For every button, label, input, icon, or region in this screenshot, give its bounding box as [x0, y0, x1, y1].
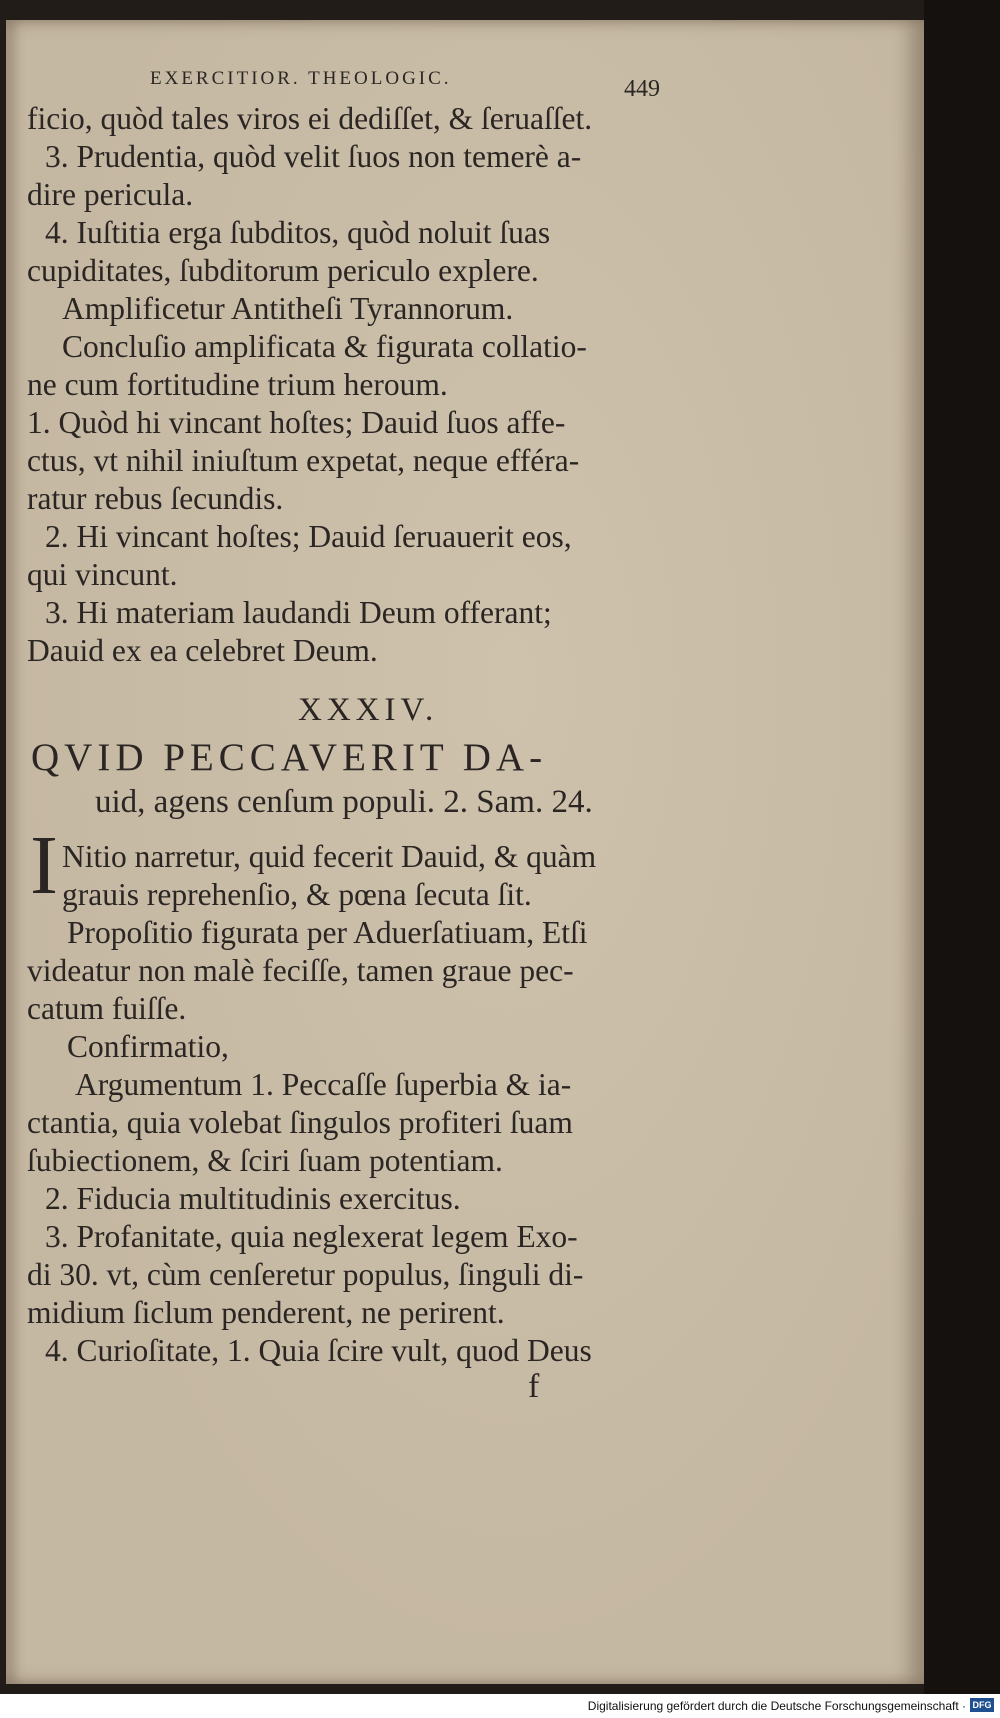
text-line: Nitio narretur, quid fecerit Dauid, & quàm — [62, 839, 597, 874]
text-line: qui vincunt. — [27, 557, 178, 592]
text-line: Amplificetur Antitheſi Tyrannorum. — [62, 291, 514, 326]
page-number: 449 — [624, 76, 660, 102]
text-line: ficio, quòd tales viros ei dediſſet, & ſeruaſſet. — [27, 101, 593, 136]
text-line: videatur non malè feciſſe, tamen graue pec- — [27, 953, 574, 988]
text-line: ratur rebus ſecundis. — [27, 481, 284, 516]
signature-mark: f — [528, 1368, 540, 1405]
text-line: ctus, vt nihil iniuſtum expetat, neque efféra- — [27, 443, 580, 478]
text-line: Dauid ex ea celebret Deum. — [27, 633, 378, 668]
scan-margin-right — [924, 0, 1000, 1694]
text-line: Concluſio amplificata & figurata collatio- — [62, 329, 587, 364]
text-line: 3. Hi materiam laudandi Deum offerant; — [45, 595, 552, 630]
text-line: di 30. vt, cùm cenſeretur populus, ſinguli di- — [27, 1257, 584, 1292]
text-line: ne cum fortitudine trium heroum. — [27, 367, 448, 402]
digitization-credit: Digitalisierung gefördert durch die Deutsche Forschungsgemeinschaft · — [587, 1699, 966, 1713]
text-line: catum fuiſſe. — [27, 991, 187, 1026]
section-number: XXXIV. — [298, 692, 439, 728]
running-head: EXERCITIOR. THEOLOGIC. — [150, 68, 452, 89]
drop-cap: I — [30, 819, 58, 912]
text-line: 2. Hi vincant hoſtes; Dauid ſeruauerit eos, — [45, 519, 572, 554]
text-line: Propoſitio figurata per Aduerſatiuam, Etſi — [67, 915, 588, 950]
text-line: Confirmatio, — [67, 1029, 229, 1064]
text-line: ſubiectionem, & ſciri ſuam potentiam. — [27, 1143, 503, 1178]
text-line: 2. Fiducia multitudinis exercitus. — [45, 1181, 461, 1216]
text-line: 1. Quòd hi vincant hoſtes; Dauid ſuos affe- — [27, 405, 566, 440]
section-title: QVID PECCAVERIT DA- — [31, 736, 548, 779]
text-line: cupiditates, ſubditorum periculo explere. — [27, 253, 539, 288]
section-title-continued: uid, agens cenſum populi. 2. Sam. 24. — [95, 784, 593, 820]
text-line: dire pericula. — [27, 177, 194, 212]
text-line: 3. Prudentia, quòd velit ſuos non temerè a- — [45, 139, 582, 174]
dfg-logo: DFG — [970, 1698, 994, 1712]
text-line: grauis reprehenſio, & pœna ſecuta ſit. — [62, 877, 532, 912]
text-line: Argumentum 1. Peccaſſe ſuperbia & ia- — [75, 1067, 572, 1102]
text-line: 4. Curioſitate, 1. Quia ſcire vult, quod Deus — [45, 1333, 592, 1368]
text-line: ctantia, quia volebat ſingulos profiteri ſuam — [27, 1105, 573, 1140]
text-line: midium ſiclum penderent, ne perirent. — [27, 1295, 505, 1330]
text-line: 3. Profanitate, quia neglexerat legem Exo- — [45, 1219, 578, 1254]
text-line: 4. Iuſtitia erga ſubditos, quòd noluit ſuas — [45, 215, 551, 250]
